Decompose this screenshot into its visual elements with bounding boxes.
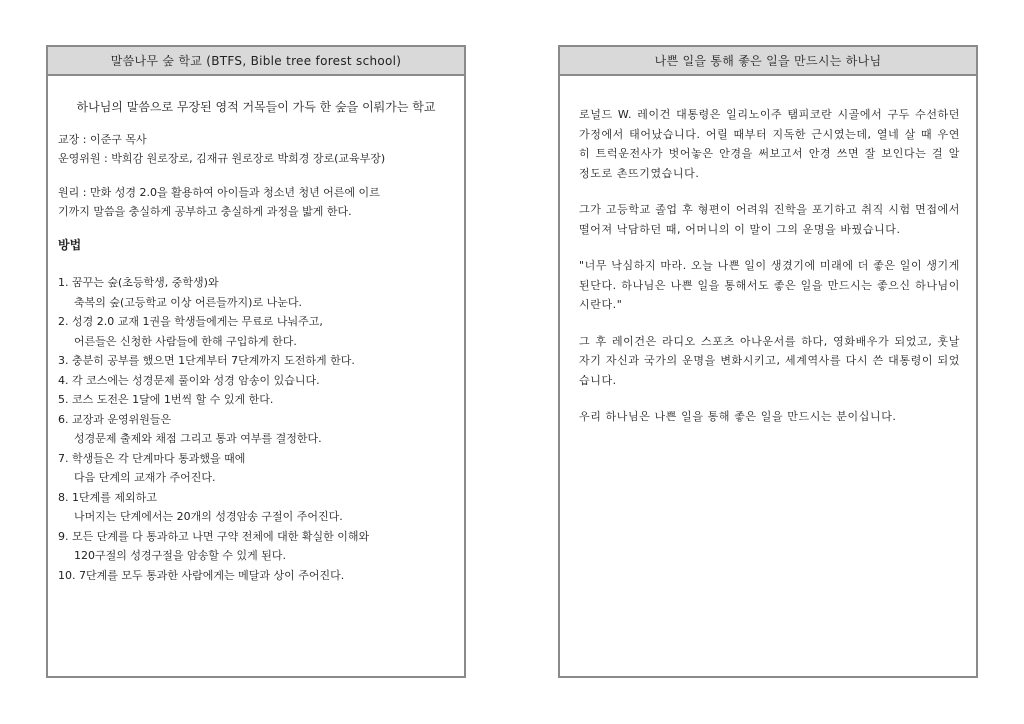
paragraph: 그 후 레이건은 라디오 스포츠 아나운서를 하다, 영화배우가 되었고, 훗날 자기 자신과 국가의 운명을 변화시키고, 세계역사를 다시 쓴 대통령이 되었습니다.: [579, 334, 960, 387]
list-item: 7. 학생들은 각 단계마다 통과했을 때에 다음 단계의 교재가 주어진다.: [58, 451, 246, 484]
principal-line: 교장 : 이준구 목사: [58, 132, 147, 146]
method-list: [58, 273, 454, 585]
list-item: 10. 7단계를 모두 통과한 사람에게는 메달과 상이 주어진다.: [58, 568, 345, 582]
paragraph: 우리 하나님은 나쁜 일을 통해 좋은 일을 만드시는 분이십니다.: [579, 410, 897, 423]
right-panel: [558, 45, 978, 678]
list-item: 4. 각 코스에는 성경문제 풀이와 성경 암송이 있습니다.: [58, 373, 320, 387]
committee-line: 운영위원 : 박희감 원로장로, 김재규 원로장로 박희경 장로(교육부장): [58, 152, 386, 165]
list-item: 5. 코스 도전은 1달에 1번씩 할 수 있게 한다.: [58, 393, 274, 406]
paragraph: 로널드 W. 레이건 대통령은 일리노이주 탬피코란 시골에서 구두 수선하던 가정에서 태어났습니다. 어릴 때부터 지독한 근시였는데, 열네 살 때 우연히 트럭운전사가 벗어놓은 안경을 써보고서 안경 쓰면 잘 보인다는 걸 알 정도로 촌뜨기였습니다.: [579, 108, 960, 180]
list-item: 2. 성경 2.0 교재 1권을 학생들에게는 무료로 나눠주고, 어른들은 신청한 사람들에 한해 구입하게 한다.: [58, 315, 323, 348]
list-item: 8. 1단계를 제외하고 나머지는 단계에서는 20개의 성경암송 구절이 주어진다.: [58, 490, 343, 523]
left-panel: [46, 45, 466, 678]
list-item: 6. 교장과 운영위원들은 성경문제 출제와 채점 그리고 통과 여부를 결정한다.: [58, 412, 322, 445]
paragraph: 그가 고등학교 졸업 후 형편이 어려워 진학을 포기하고 취직 시험 면접에서 떨어져 낙담하던 때, 어머니의 이 말이 그의 운명을 바꿨습니다.: [579, 203, 960, 236]
method-heading: 방법: [58, 237, 82, 252]
right-panel-body: [560, 76, 976, 427]
paragraph: "너무 낙심하지 마라. 오늘 나쁜 일이 생겼기에 미래에 더 좋은 일이 생기게 된단다. 하나님은 나쁜 일을 통해서도 좋은 일을 만드시는 좋으신 하나님이시란다.": [579, 259, 960, 311]
left-panel-title: 말씀나무 숲 학교 (BTFS, Bible tree forest school): [48, 47, 464, 76]
list-item: 3. 충분히 공부를 했으면 1단계부터 7단계까지 도전하게 한다.: [58, 354, 355, 367]
school-motto: 하나님의 말씀으로 무장된 영적 거목들이 가득 한 숲을 이뤄가는 학교: [76, 100, 436, 114]
right-panel-title: 나쁜 일을 통해 좋은 일을 만드시는 하나님: [560, 47, 976, 76]
principle-line-1: 원리 : 만화 성경 2.0을 활용하여 아이들과 청소년 청년 어른에 이르: [58, 185, 380, 199]
list-item: 9. 모든 단계를 다 통과하고 나면 구약 전체에 대한 확실한 이해와 120구절의 성경구절을 암송할 수 있게 된다.: [58, 529, 370, 562]
left-panel-body: [48, 76, 464, 585]
principle-line-2: 기까지 말씀을 충실하게 공부하고 충실하게 과정을 밟게 한다.: [58, 205, 352, 218]
list-item: 1. 꿈꾸는 숲(초등학생, 중학생)와 축복의 숲(고등학교 이상 어른들까지)로 나눈다.: [58, 276, 302, 309]
